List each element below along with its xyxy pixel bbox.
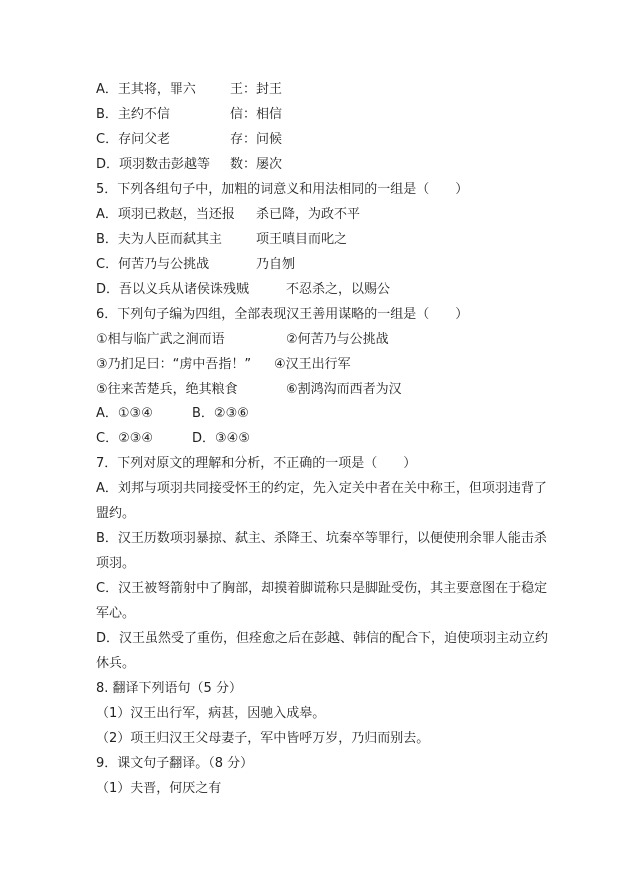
q6-item-5: ⑤往来苦楚兵，绝其粮食 [96,382,238,397]
q4-option-b-gloss: 信：相信 [230,107,283,122]
q5-option-a-left: A．项羽已救赵，当还报 [96,207,235,222]
q7-stem: 7．下列对原文的理解和分析，不正确的一项是（ ） [96,456,417,471]
q7-option-a-line2: 盟约。 [96,506,136,521]
q7-option-d-line1: D．汉王虽然受了重伤，但痊愈之后在彭越、韩信的配合下，迫使项羽主动立约 [96,631,549,646]
q6-stem: 6．下列句子编为四组，全部表现汉王善用谋略的一组是（ ） [96,307,469,322]
q6-choice-row-2 [96,431,596,447]
q8-item-1: （1）汉王出行军，病甚，因驰入成皋。 [96,706,326,721]
q5-option-b-left: B．夫为人臣而弑其主 [96,232,222,247]
q7-option-b-line1: B．汉王历数项羽暴掠、弑主、杀降王、坑秦卒等罪行，以便使刑余罪人能击杀 [96,531,547,546]
q6-item-4: ④汉王出行军 [274,357,351,372]
q5-option-c [96,257,596,273]
q7-option-a-line1: A．刘邦与项羽共同接受怀王的约定，先入定关中者在关中称王，但项羽违背了 [96,481,547,496]
q8-item-2: （2）项王归汉王父母妻子，军中皆呼万岁，乃归而别去。 [96,731,430,746]
q6-choice-a: A．①③④ [96,406,153,421]
q4-option-d-text: D．项羽数击彭越等 [96,157,211,172]
q6-item-row-2 [96,357,596,373]
q5-option-b-right: 项王嗔目而叱之 [256,232,348,247]
q5-option-b [96,232,596,248]
q6-item-1: ①相与临广武之涧而语 [96,332,225,347]
q5-option-d-right: 不忍杀之，以赐公 [286,282,391,297]
q6-item-6: ⑥割鸿沟而西者为汉 [286,382,402,397]
q4-option-a-text: A．王其将，罪六 [96,82,196,97]
q9-stem: 9．课文句子翻译。（8 分） [96,756,254,771]
q6-item-row-1 [96,332,596,348]
q5-option-c-right: 乃自刎 [256,257,296,272]
q5-option-a-right: 杀已降，为政不平 [256,207,361,222]
q6-choice-b: B．②③⑥ [192,406,249,421]
q6-choice-c: C．②③④ [96,431,154,446]
q6-item-2: ②何苦乃与公挑战 [286,332,389,347]
q5-option-d [96,282,596,298]
q5-stem: 5．下列各组句子中，加粗的词意义和用法相同的一组是（ ） [96,182,469,197]
q4-option-a-gloss: 王：封王 [230,82,283,97]
q6-choice-d: D．③④⑤ [192,431,250,446]
q6-item-3: ③乃扪足曰：“虏中吾指！” [96,357,252,372]
q4-option-b-text: B．主约不信 [96,107,170,122]
q9-item-1: （1）夫晋，何厌之有 [96,781,222,796]
q6-choice-row-1 [96,406,596,422]
q4-option-c-gloss: 存：问候 [230,132,283,147]
q4-option-a [96,82,596,98]
q4-option-d-gloss: 数：屡次 [230,157,283,172]
q4-option-b [96,107,596,123]
q7-option-c-line2: 军心。 [96,606,136,621]
q8-stem: 8. 翻译下列语句（5 分） [96,681,242,696]
q4-option-c [96,132,596,148]
q7-option-c-line1: C．汉王被弩箭射中了胸部，却摸着脚谎称只是脚趾受伤，其主要意图在于稳定 [96,581,548,596]
q7-option-d-line2: 休兵。 [96,656,136,671]
q4-option-c-text: C．存问父老 [96,132,171,147]
q5-option-a [96,207,596,223]
q7-option-b-line2: 项羽。 [96,556,136,571]
q5-option-c-left: C．何苦乃与公挑战 [96,257,210,272]
q6-item-row-3 [96,382,596,398]
q5-option-d-left: D．吾以义兵从诸侯诛残贼 [96,282,250,297]
q4-option-d [96,157,596,173]
